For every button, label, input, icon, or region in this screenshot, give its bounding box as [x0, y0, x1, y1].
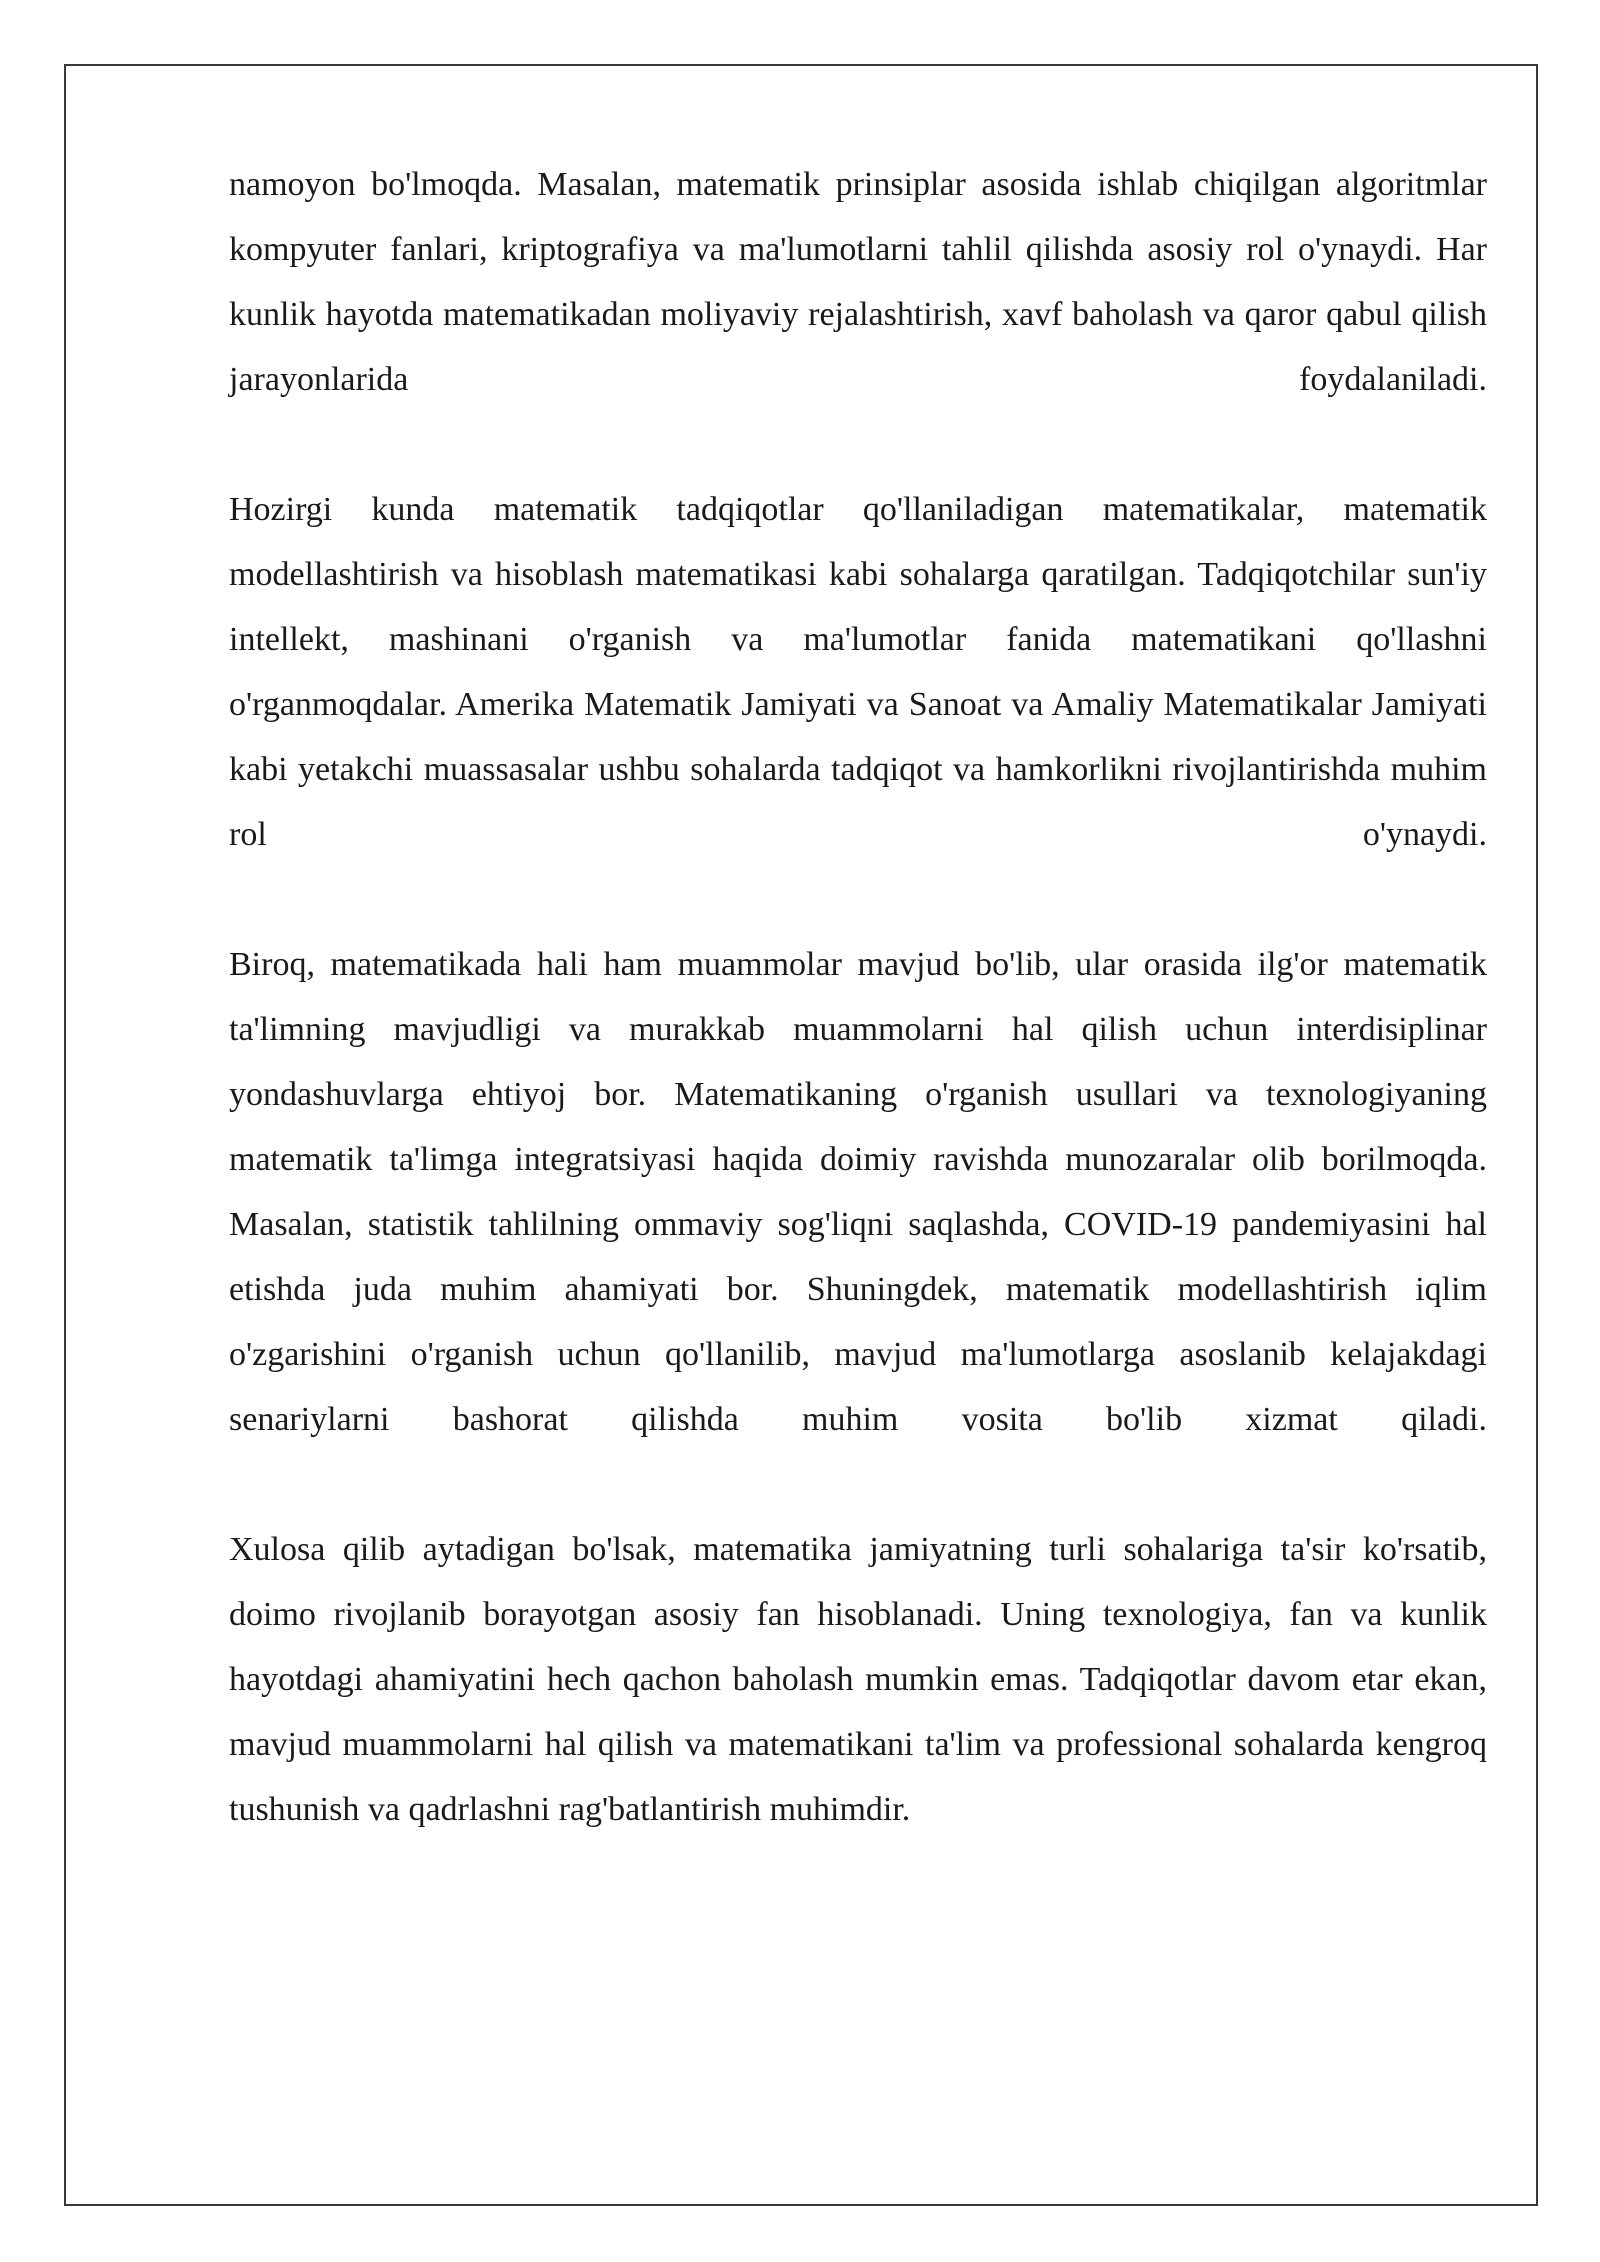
paragraph-3: Biroq, matematikada hali ham muammolar mavjud bo'lib, ular orasida ilg'or matematik ta'limning mavjudligi va murakkab muammolarni hal qilish uchun interdisiplinar yondashuvlarga ehtiyoj bor. Matematikaning o'rganish usullari va texnologiyaning matematik ta'limga integratsiyasi haqida doimiy ravishda munozaralar olib borilmoqda. Masalan, statistik tahlilning ommaviy sog'liqni saqlashda, COVID-19 pandemiyasini hal etishda juda muhim ahamiyati bor. Shuningdek, matematik modellashtirish iqlim o'zgarishini o'rganish uchun qo'llanilib, mavjud ma'lumotlarga asoslanib kelajakdagi senariylarni bashorat qilishda muhim vosita bo'lib xizmat qiladi.: [229, 946, 1487, 1438]
paragraph-4: Xulosa qilib aytadigan bo'lsak, matematika jamiyatning turli sohalariga ta'sir ko'rsatib, doimo rivojlanib borayotgan asosiy fan hisoblanadi. Uning texnologiya, fan va kunlik hayotdagi ahamiyatini hech qachon baholash mumkin emas. Tadqiqotlar davom etar ekan, mavjud muammolarni hal qilish va matematikani ta'lim va professional sohalarda kengroq tushunish va qadrlashni rag'batlantirish muhimdir.: [229, 1531, 1487, 1828]
paragraph-2: Hozirgi kunda matematik tadqiqotlar qo'llaniladigan matematikalar, matematik modellashtirish va hisoblash matematikasi kabi sohalarga qaratilgan. Tadqiqotchilar sun'iy intellekt, mashinani o'rganish va ma'lumotlar fanida matematikani qo'llashni o'rganmoqdalar. Amerika Matematik Jamiyati va Sanoat va Amaliy Matematikalar Jamiyati kabi yetakchi muassasalar ushbu sohalarda tadqiqot va hamkorlikni rivojlantirishda muhim rol o'ynaydi.: [229, 491, 1487, 853]
document-body: [229, 152, 1487, 1907]
paragraph-1: namoyon bo'lmoqda. Masalan, matematik prinsiplar asosida ishlab chiqilgan algoritmlar kompyuter fanlari, kriptografiya va ma'lumotlarni tahlil qilishda asosiy rol o'ynaydi. Har kunlik hayotda matematikadan moliyaviy rejalashtirish, xavf baholash va qaror qabul qilish jarayonlarida foydalaniladi.: [229, 166, 1487, 398]
